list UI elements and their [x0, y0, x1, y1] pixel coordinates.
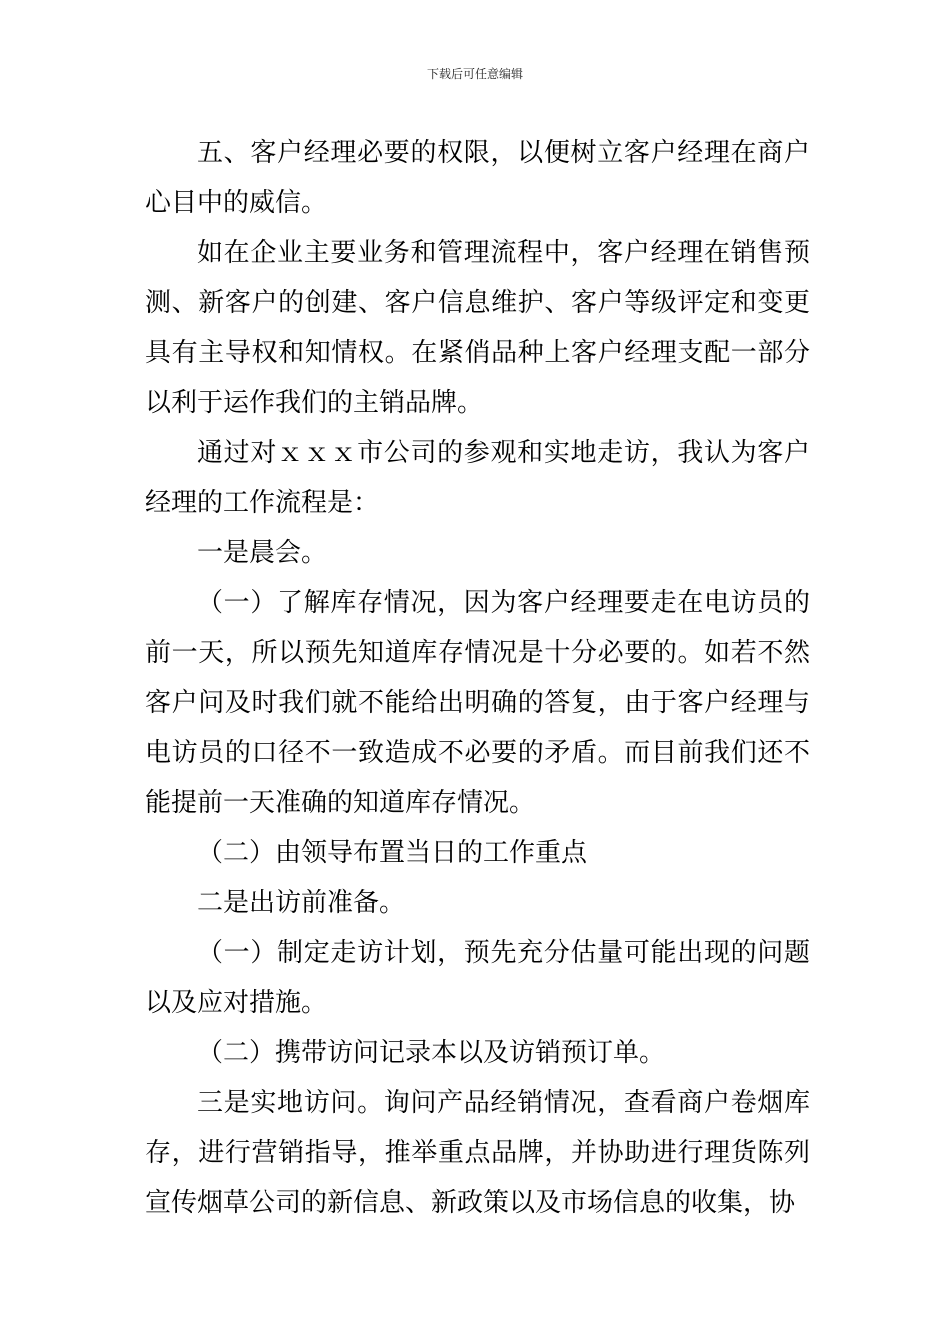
paragraph-workflow-intro: 通过对ｘｘｘ市公司的参观和实地走访，我认为客户经理的工作流程是： [145, 438, 810, 518]
paragraph-authority-example: 如在企业主要业务和管理流程中，客户经理在销售预测、新客户的创建、客户信息维护、客户等级评定和变更具有主导权和知情权。在紧俏品种上客户经理支配一部分以利于运作我们的主销品牌。 [145, 238, 810, 418]
paragraph-field-visit: 三是实地访问。询问产品经销情况，查看商户卷烟库存，进行营销指导，推举重点品牌，并协助进行理货陈列宣传烟草公司的新信息、新政策以及市场信息的收集，协 [145, 1088, 810, 1218]
paragraph-inventory: （一）了解库存情况，因为客户经理要走在电访员的前一天，所以预先知道库存情况是十分必要的。如若不然客户问及时我们就不能给出明确的答复，由于客户经理与电访员的口径不一致造成不必要的矛盾。而目前我们还不能提前一天准确的知道库存情况。 [145, 588, 810, 818]
paragraph-pre-visit: 二是出访前准备。 [197, 888, 406, 918]
paragraph-morning-meeting: 一是晨会。 [197, 538, 328, 568]
page-header: 下载后可任意编辑 [426, 67, 523, 81]
paragraph-leader-tasks: （二）由领导布置当日的工作重点 [197, 838, 588, 868]
paragraph-visit-records: （二）携带访问记录本以及访销预订单。 [197, 1038, 666, 1068]
paragraph-permissions: 五、客户经理必要的权限，以便树立客户经理在商户心目中的威信。 [145, 138, 810, 218]
document-body [145, 128, 810, 1228]
paragraph-visit-plan: （一）制定走访计划，预先充分估量可能出现的问题以及应对措施。 [145, 938, 810, 1018]
